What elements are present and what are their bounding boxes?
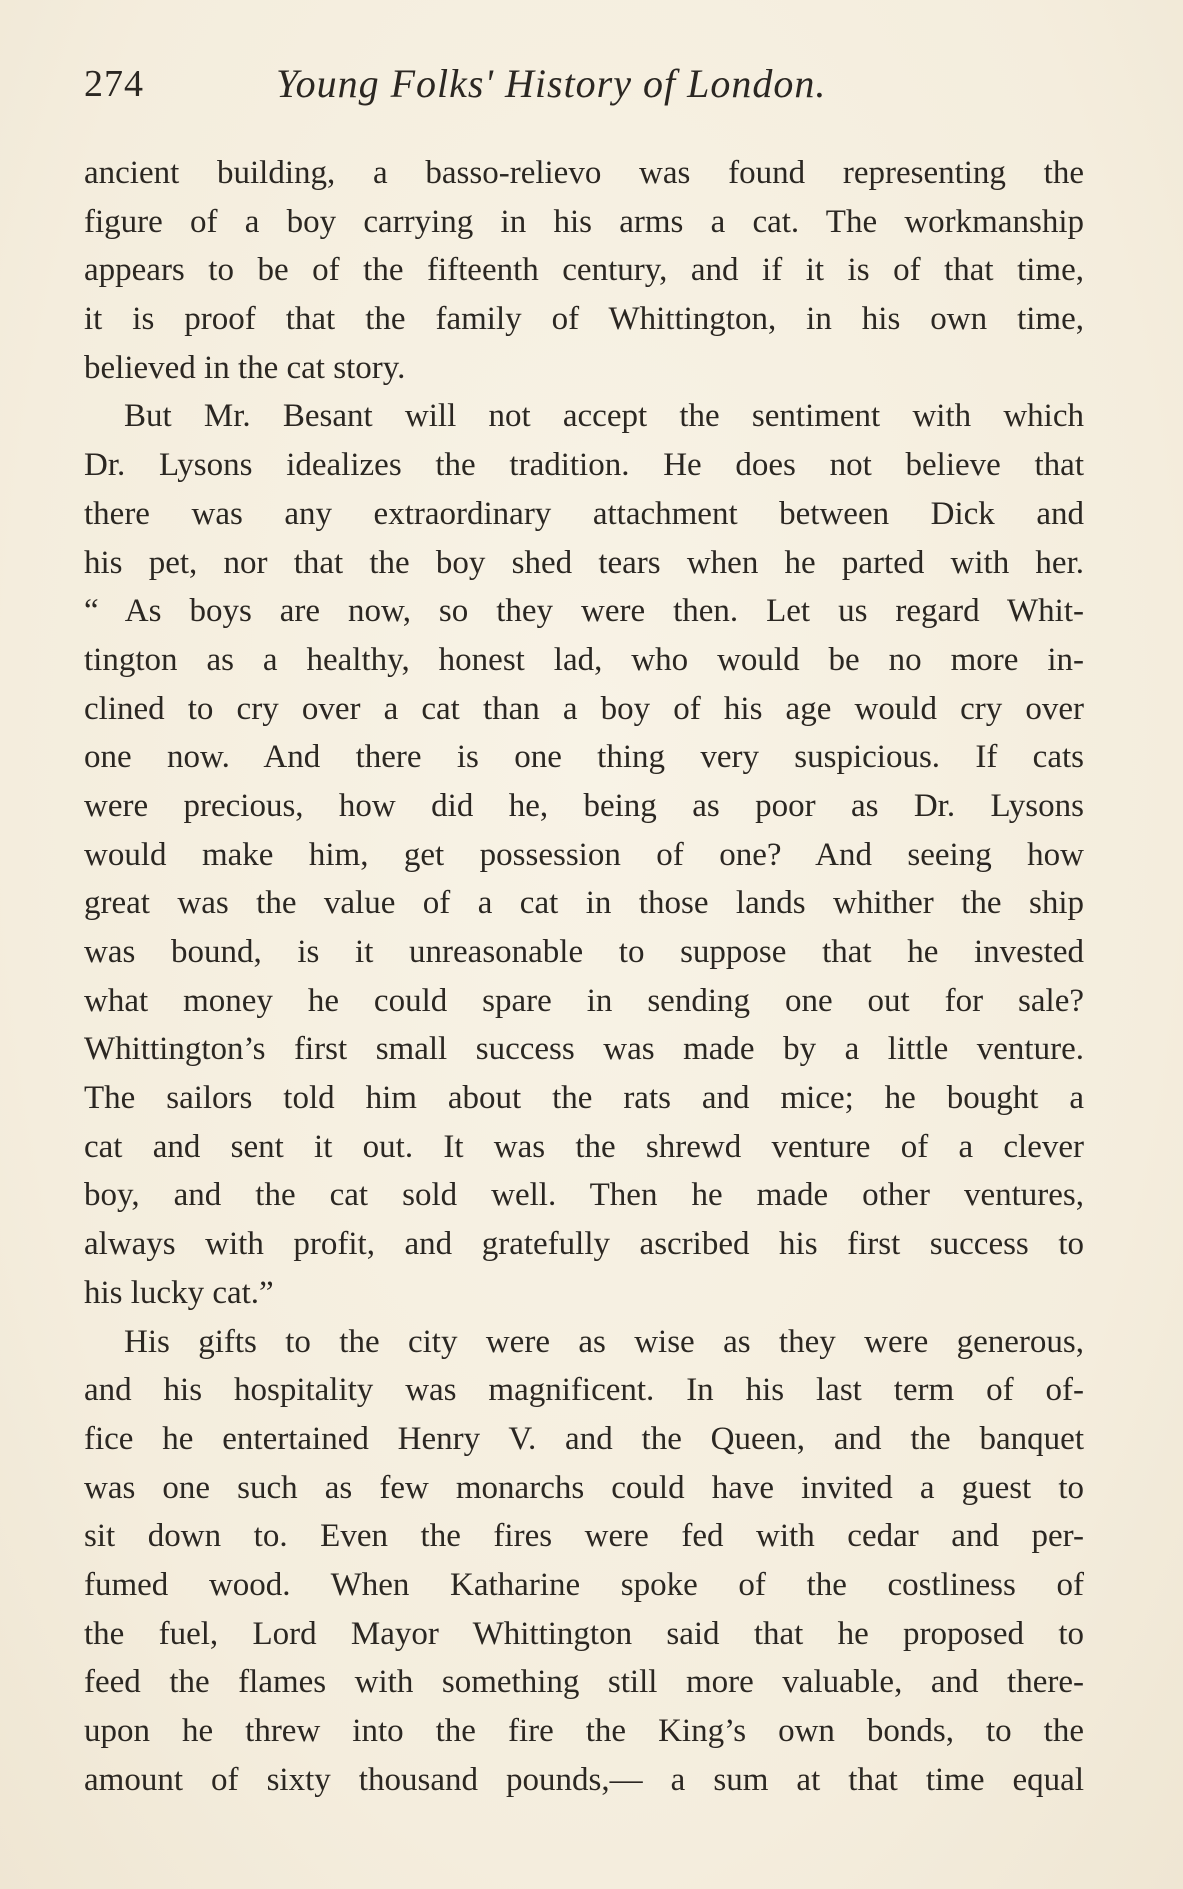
text-line: his pet, nor that the boy shed tears when he parted with her. <box>84 544 1084 581</box>
text-line: feed the flames with something still more valuable, and there- <box>84 1664 1084 1701</box>
page-number: 274 <box>84 63 144 105</box>
text-line: was bound, is it unreasonable to suppose that he invested <box>84 934 1084 970</box>
text-line: great was the value of a cat in those lands whither the ship <box>84 885 1084 922</box>
text-line: sit down to. Even the fires were fed with cedar and per- <box>84 1518 1084 1555</box>
text-line: The sailors told him about the rats and mice; he bought a <box>84 1080 1084 1117</box>
text-line: were precious, how did he, being as poor as Dr. Lysons <box>84 787 1084 824</box>
text-line: his lucky cat.” <box>84 1274 274 1311</box>
text-line: Whittington’s first small success was made by a little venture. <box>84 1031 1084 1068</box>
text-line: upon he threw into the fire the King’s own bonds, to the <box>84 1713 1084 1749</box>
text-line: Dr. Lysons idealizes the tradition. He does not believe that <box>84 447 1084 484</box>
text-line: tington as a healthy, honest lad, who would be no more in- <box>84 641 1084 678</box>
text-line: “ As boys are now, so they were then. Let us regard Whit- <box>84 593 1084 630</box>
text-line: amount of sixty thousand pounds,— a sum at that time equal <box>84 1761 1084 1798</box>
text-line: fumed wood. When Katharine spoke of the costliness of <box>84 1566 1084 1603</box>
running-title: Young Folks' History of London. <box>276 61 827 106</box>
text-line: cat and sent it out. It was the shrewd venture of a clever <box>84 1128 1084 1165</box>
text-line: and his hospitality was magnificent. In his last term of of- <box>84 1372 1084 1409</box>
text-line: what money he could spare in sending one out for sale? <box>84 982 1084 1019</box>
text-line: ancient building, a basso-relievo was found representing the <box>84 155 1084 191</box>
text-line: But Mr. Besant will not accept the sentiment with which <box>124 398 1084 435</box>
text-line: always with profit, and gratefully ascribed his first success to <box>84 1226 1084 1263</box>
text-line: it is proof that the family of Whittington, in his own time, <box>84 301 1084 338</box>
text-line: the fuel, Lord Mayor Whittington said that he proposed to <box>84 1615 1084 1652</box>
text-line: clined to cry over a cat than a boy of his age would cry over <box>84 690 1084 727</box>
text-line: His gifts to the city were as wise as they were generous, <box>124 1323 1084 1360</box>
text-line: believed in the cat story. <box>84 349 406 386</box>
text-line: would make him, get possession of one? And seeing how <box>84 836 1084 873</box>
page-header <box>84 60 1084 110</box>
text-line: was one such as few monarchs could have invited a guest to <box>84 1469 1084 1506</box>
body-text <box>84 149 1084 1804</box>
text-line: fice he entertained Henry V. and the Queen, and the banquet <box>84 1420 1084 1457</box>
text-line: boy, and the cat sold well. Then he made other ventures, <box>84 1177 1084 1214</box>
text-line: appears to be of the fifteenth century, and if it is of that time, <box>84 252 1084 289</box>
text-line: one now. And there is one thing very suspicious. If cats <box>84 739 1084 776</box>
text-line: there was any extraordinary attachment between Dick and <box>84 495 1084 532</box>
text-line: figure of a boy carrying in his arms a cat. The workmanship <box>84 203 1084 240</box>
